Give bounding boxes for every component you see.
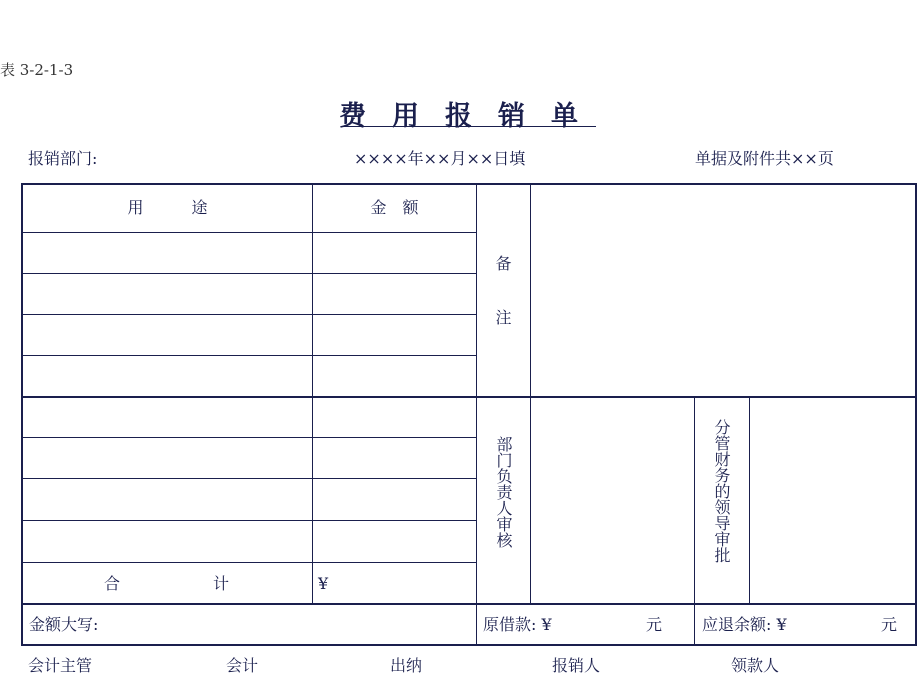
finance-leader-approval-field[interactable] <box>750 398 915 603</box>
claimant-label: 报销人 <box>552 656 601 675</box>
subtotal-label-2: 计 <box>213 574 230 593</box>
row-divider <box>21 314 477 315</box>
remarks-field[interactable] <box>531 185 915 396</box>
subtotal-currency: ¥ <box>318 574 329 593</box>
subtotal-label-1: 合 <box>104 574 121 593</box>
attachment-count: 单据及附件共××页 <box>695 149 834 168</box>
payee-label: 领款人 <box>731 656 780 675</box>
row-divider <box>21 355 477 356</box>
row-divider <box>21 437 477 438</box>
row-divider <box>21 520 477 521</box>
title-underline <box>344 126 596 127</box>
row-divider <box>21 232 477 233</box>
remarks-label-top: 备 <box>495 254 512 273</box>
refund-balance-label: 应退余额: ¥ <box>702 615 787 634</box>
department-label: 报销部门: <box>28 149 98 168</box>
accountant-label: 会计 <box>226 656 259 675</box>
table-number: 表 3-2-1-3 <box>0 61 74 79</box>
cashier-label: 出纳 <box>390 656 423 675</box>
row-divider <box>21 478 477 479</box>
dept-head-approval-field[interactable] <box>531 398 694 603</box>
column-header-amount: 金 额 <box>370 198 419 217</box>
finance-leader-approval-label: 分管财务的领导审批 <box>712 419 731 563</box>
remarks-label-bottom: 注 <box>495 308 512 327</box>
original-loan-label: 原借款: ¥ <box>483 615 552 634</box>
table-border-bottom <box>21 644 917 646</box>
date-line: ××××年××月××日填 <box>354 149 526 168</box>
col-divider <box>476 183 477 646</box>
refund-balance-unit: 元 <box>881 615 898 634</box>
accounting-supervisor-label: 会计主管 <box>28 656 93 675</box>
table-border-left <box>21 183 23 646</box>
dept-head-approval-label: 部门负责人审核 <box>494 436 513 548</box>
column-header-purpose: 用 途 <box>127 198 208 217</box>
original-loan-unit: 元 <box>646 615 663 634</box>
row-divider <box>21 603 917 605</box>
row-divider <box>21 273 477 274</box>
row-divider <box>21 562 477 563</box>
col-divider <box>694 397 695 646</box>
col-divider <box>312 183 313 604</box>
form-title: 费用报销单 <box>339 101 604 132</box>
amount-in-words-label: 金额大写: <box>29 615 99 634</box>
